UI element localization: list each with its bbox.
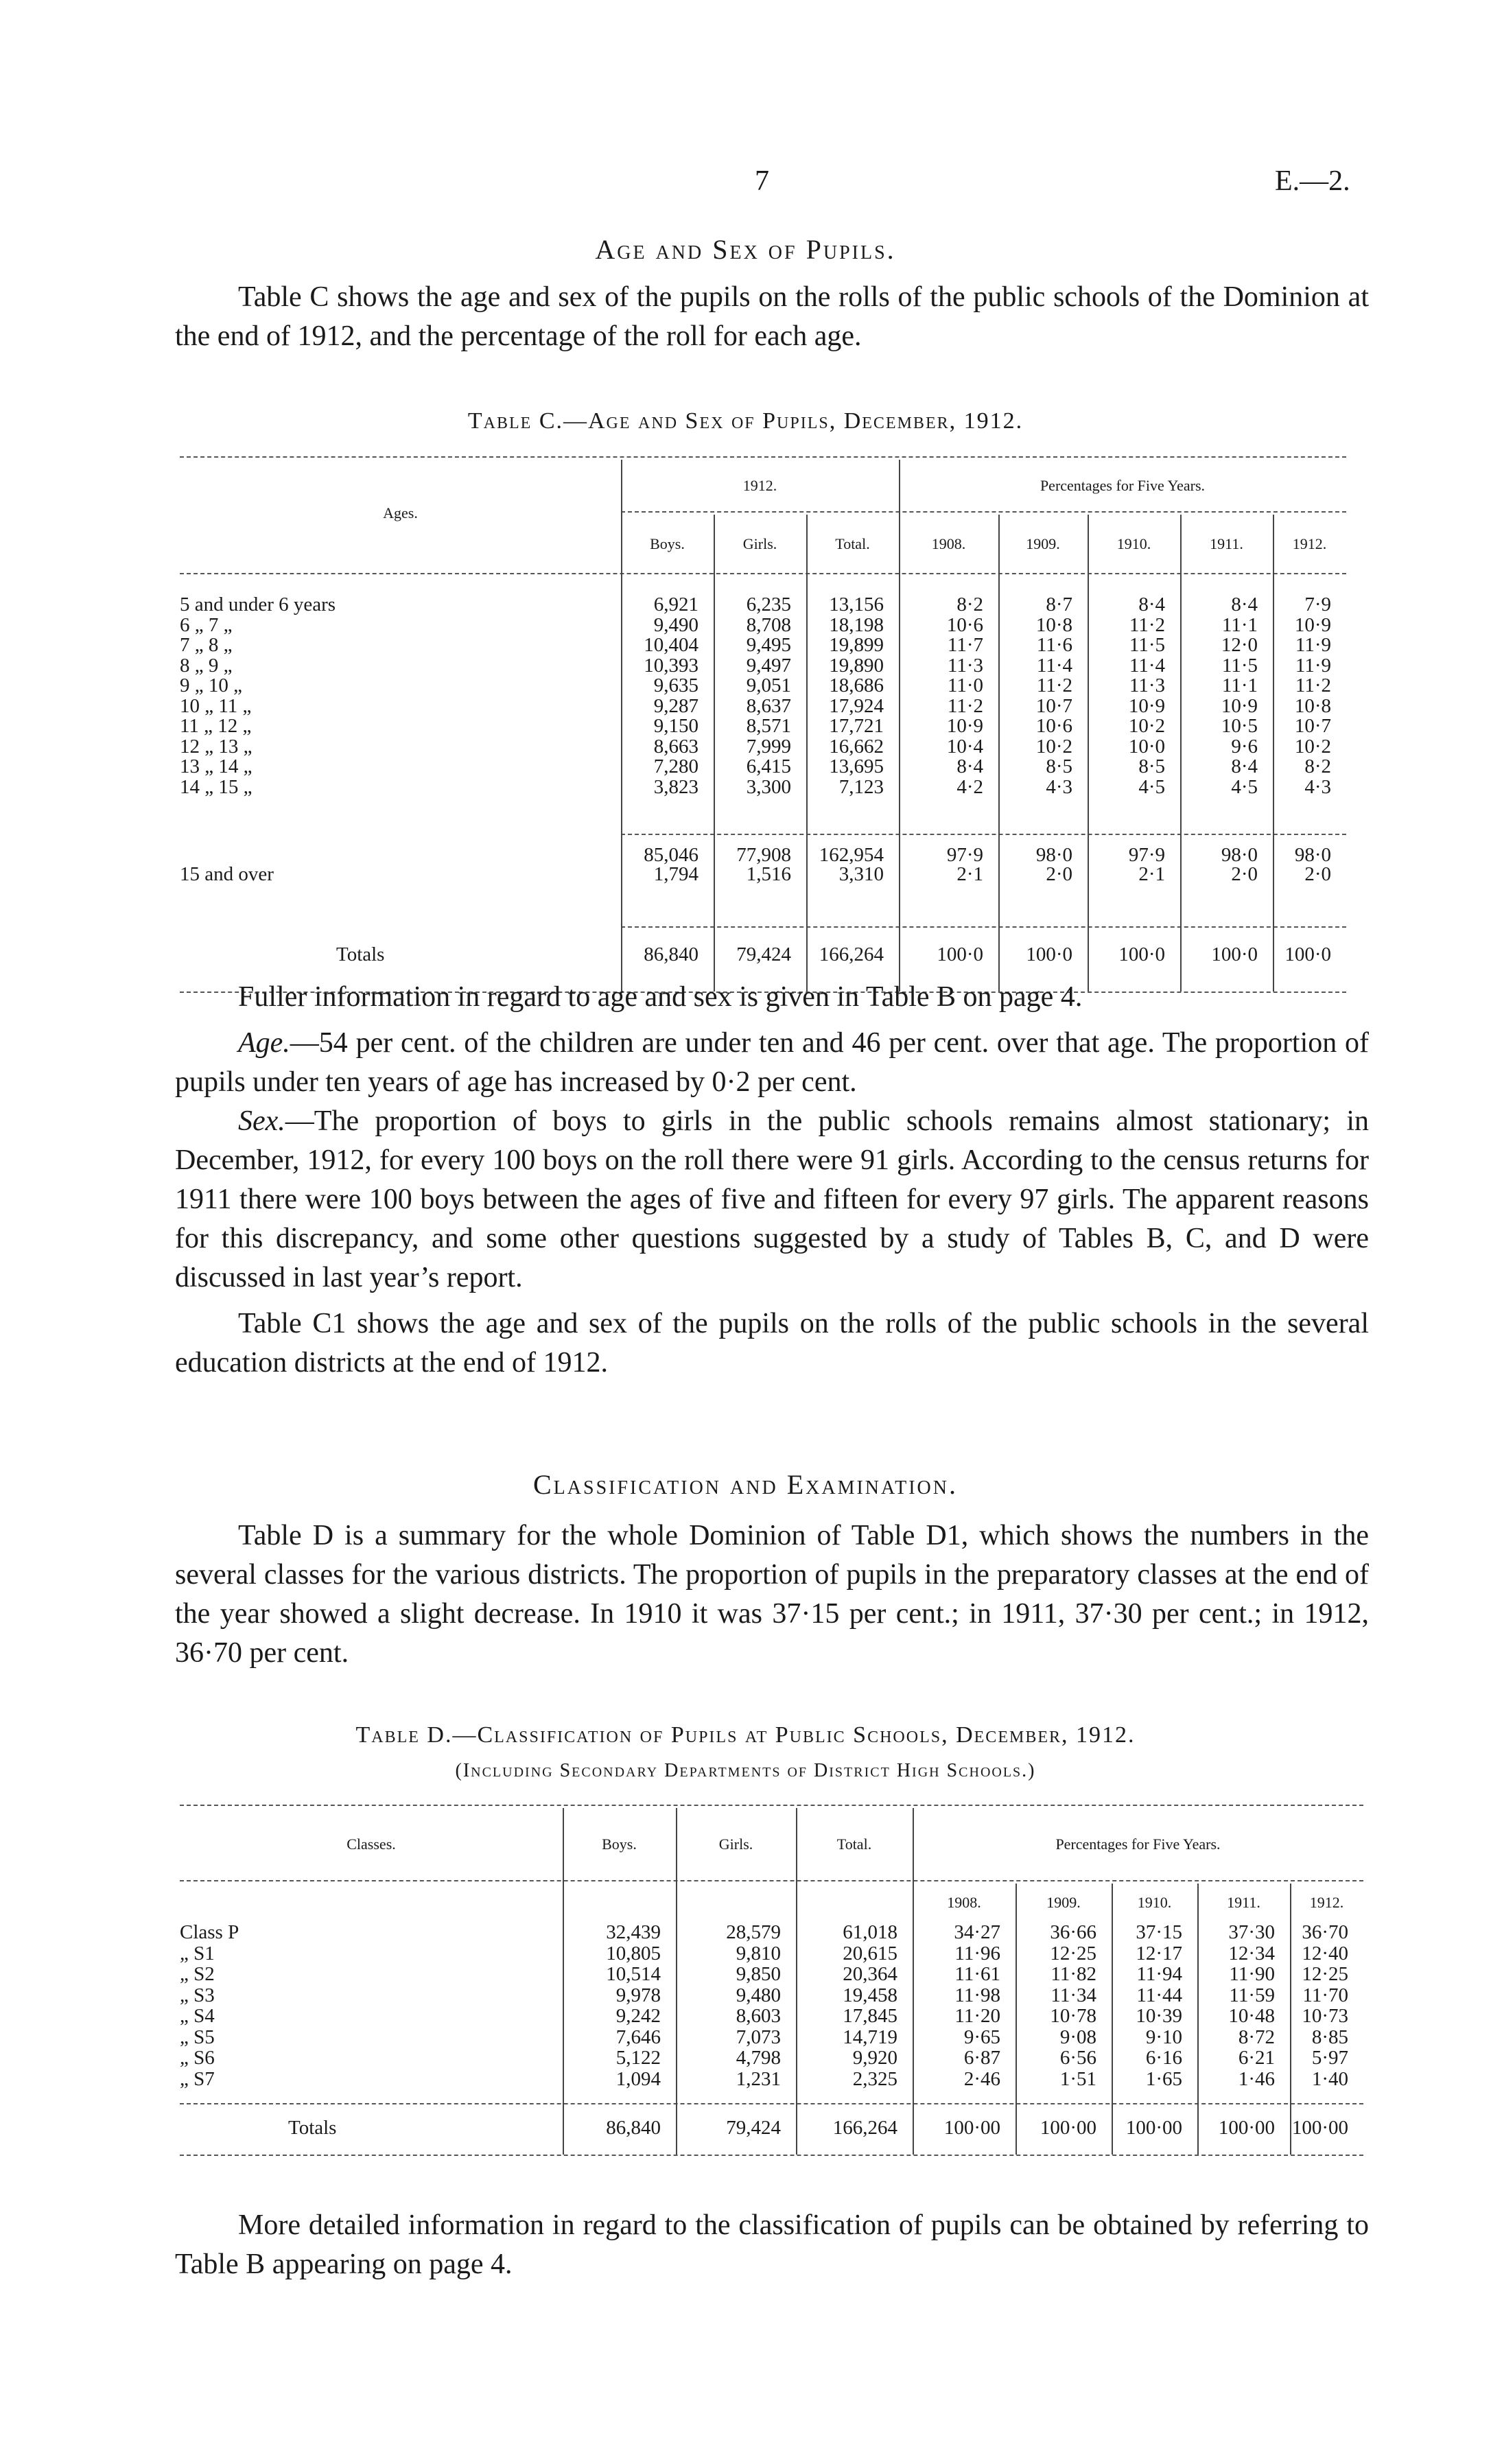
table-cell: 19,458 xyxy=(843,1984,897,2006)
table-cell: 8,708 xyxy=(746,613,791,636)
table-cell: 10·5 xyxy=(1221,715,1258,737)
document-reference: E.—2. xyxy=(1275,165,1350,197)
table-cell: 9,287 xyxy=(653,694,698,717)
table-cell: 8·5 xyxy=(1046,755,1072,777)
row-label: Class P xyxy=(180,1921,239,1943)
table-cell: 4·3 xyxy=(1046,775,1072,798)
table-cell: 11·44 xyxy=(1136,1984,1182,2006)
table-cell: 2·46 xyxy=(963,2067,1000,2090)
table-cell: 10·2 xyxy=(1294,735,1331,758)
age-text: —54 per cent. of the children are under ten and 46 per cent. over that age. The proportion of pupils under ten years of age has increased by 0·2 per cent. xyxy=(175,1027,1369,1098)
table-cell: 3,300 xyxy=(746,775,791,798)
table-cell: 11·2 xyxy=(1129,613,1165,636)
table-cell: 7,646 xyxy=(615,2026,661,2048)
table-cell: 77,908 xyxy=(736,844,791,866)
table-cell: 2·0 xyxy=(1046,863,1072,885)
table-cell: 11·6 xyxy=(1036,634,1072,656)
table-cell: 37·30 xyxy=(1228,1921,1275,1943)
table-cell: 10·0 xyxy=(1128,735,1165,758)
table-cell: 11·3 xyxy=(947,654,983,677)
table-cell: 79,424 xyxy=(736,943,791,965)
sex-text: —The proportion of boys to girls in the public schools remains almost stationary; in December, 1912, for every 100 boys on the roll there were 91 girls. According to the census returns for 1911 there were 100 boys between the ages of five and fifteen for every 97 girls. The apparent reasons for this discrepancy, and some other questions suggested by a study of Tables B, C, and D were discussed in last year’s report. xyxy=(175,1105,1369,1293)
table-cell: 11·34 xyxy=(1050,1984,1096,2006)
row-label: „ S1 xyxy=(180,1942,215,1964)
table-cell: 1·51 xyxy=(1059,2067,1096,2090)
table-cell: 10·78 xyxy=(1050,2005,1096,2027)
table-cell: 10,514 xyxy=(606,1963,661,1985)
table-cell: 8·4 xyxy=(956,755,983,777)
closing-paragraph: More detailed information in regard to the classification of pupils can be obtained by referring to Table B appearing on page 4. xyxy=(175,2209,1369,2280)
table-cell: 37·15 xyxy=(1136,1921,1182,1943)
table-cell: 86,840 xyxy=(606,2117,661,2139)
table-cell: 2·0 xyxy=(1231,863,1258,885)
section-heading-classification: Classification and Examination. xyxy=(533,1469,958,1500)
table-cell: 9,850 xyxy=(736,1963,781,1985)
table-cell: 1·40 xyxy=(1311,2067,1348,2090)
table-cell: 8,663 xyxy=(653,735,698,758)
sex-label: Sex. xyxy=(238,1105,285,1137)
table-cell: 9,978 xyxy=(615,1984,661,2006)
table-cell: 18,198 xyxy=(829,613,884,636)
table-cell: 10·9 xyxy=(1128,694,1165,717)
table-cell: 1,516 xyxy=(746,863,791,885)
table-cell: 1,231 xyxy=(736,2067,781,2090)
table-c-1912-group-header: 1912. xyxy=(742,477,777,494)
table-cell: 100·0 xyxy=(937,943,983,965)
table-cell: 11·0 xyxy=(947,674,983,696)
table-cell: 14,719 xyxy=(843,2026,897,2048)
table-cell: 10·48 xyxy=(1228,2005,1275,2027)
table-cell: 3,310 xyxy=(838,863,884,885)
table-cell: 6·56 xyxy=(1059,2047,1096,2069)
closing-section xyxy=(175,2206,1369,2284)
row-label: 6 „ 7 „ xyxy=(180,613,233,636)
table-d-subcaption: (Including Secondary Departments of District High Schools.) xyxy=(455,1760,1036,1781)
table-cell: 10·8 xyxy=(1294,694,1331,717)
table-cell: 6,415 xyxy=(746,755,791,777)
table-cell: 4·5 xyxy=(1231,775,1258,798)
table-cell: 100·00 xyxy=(1291,2117,1348,2139)
table-d-col-header: 1910. xyxy=(1137,1894,1172,1911)
table-d-col-header: 1909. xyxy=(1046,1894,1081,1911)
table-cell: 9,497 xyxy=(746,654,791,677)
table-cell: 11·4 xyxy=(1036,654,1072,677)
table-cell: 10·9 xyxy=(946,715,983,737)
intro-paragraph: Table C shows the age and sex of the pupils on the rolls of the public schools of the Dominion at the end of 1912, and the percentage of the roll for each age. xyxy=(175,281,1369,352)
table-cell: 11·96 xyxy=(954,1942,1000,1964)
row-label: 13 „ 14 „ xyxy=(180,755,253,777)
table-cell: 6,235 xyxy=(746,594,791,615)
table-cell: 11·20 xyxy=(954,2005,1000,2027)
table-cell: 2·1 xyxy=(956,863,983,885)
table-c-col-header: 1909. xyxy=(1026,535,1060,552)
table-cell: 12·25 xyxy=(1302,1963,1348,1985)
table-cell: 11·5 xyxy=(1221,654,1258,677)
table-cell: 4,798 xyxy=(736,2047,781,2069)
classification-paragraph: Table D is a summary for the whole Dominion of Table D1, which shows the numbers in the several classes for the various districts. The proportion of pupils in the preparatory classes at the end of the year showed a slight decrease. In 1910 it was 37·15 per cent.; in 1911, 37·30 per cent.; in 1912, 36·70 per cent. xyxy=(175,1520,1369,1669)
table-cell: 11·98 xyxy=(954,1984,1000,2006)
table-cell: 8,571 xyxy=(746,715,791,737)
table-cell: 1·46 xyxy=(1238,2067,1275,2090)
row-label: „ S5 xyxy=(180,2026,215,2048)
table-d-col-header: Girls. xyxy=(718,1835,753,1853)
table-cell: 8·4 xyxy=(1231,755,1258,777)
table-cell: 9,490 xyxy=(653,613,698,636)
row-label: „ S6 xyxy=(180,2047,215,2069)
section-heading-age-sex: Age and Sex of Pupils. xyxy=(595,234,896,265)
table-cell: 10·2 xyxy=(1128,715,1165,737)
table-cell: 162,954 xyxy=(819,844,884,866)
table-cell: 12·40 xyxy=(1302,1942,1348,1964)
table-cell: 17,721 xyxy=(829,715,884,737)
table-cell: 10·73 xyxy=(1302,2005,1348,2027)
row-label: 12 „ 13 „ xyxy=(180,735,253,758)
table-cell: 8·4 xyxy=(1231,594,1258,615)
row-label: 7 „ 8 „ xyxy=(180,634,233,656)
table-cell: 9,051 xyxy=(746,674,791,696)
table-cell: 9,810 xyxy=(736,1942,781,1964)
table-cell: 13,695 xyxy=(829,755,884,777)
table-cell: 9,480 xyxy=(736,1984,781,2006)
table-cell: 8·7 xyxy=(1046,594,1072,615)
table-cell: 7,123 xyxy=(838,775,884,798)
row-label: 14 „ 15 „ xyxy=(180,775,253,798)
table-cell: 100·00 xyxy=(943,2117,1000,2139)
table-cell: 11·82 xyxy=(1050,1963,1096,1985)
table-d-col-header: Boys. xyxy=(602,1835,637,1853)
table-cell: 166,264 xyxy=(819,943,884,965)
table-cell: 10·7 xyxy=(1294,715,1331,737)
row-label: „ S3 xyxy=(180,1984,215,2006)
table-d-percent-group-header: Percentages for Five Years. xyxy=(1055,1835,1221,1853)
table-cell: 6,921 xyxy=(653,594,698,615)
table-cell: 10·8 xyxy=(1035,613,1072,636)
table-cell: 4·5 xyxy=(1138,775,1165,798)
table-cell: 8·2 xyxy=(956,594,983,615)
table-cell: 36·70 xyxy=(1302,1921,1348,1943)
table-c-col-header: 1910. xyxy=(1116,535,1151,552)
table-cell: 9·6 xyxy=(1231,735,1258,758)
table-cell: 9,920 xyxy=(852,2047,897,2069)
row-label: „ S2 xyxy=(180,1963,215,1985)
table-cell: 8·72 xyxy=(1238,2026,1275,2048)
table-cell: 11·2 xyxy=(947,694,983,717)
table-cell: 20,364 xyxy=(843,1963,897,1985)
table-cell: 19,890 xyxy=(829,654,884,677)
table-cell: 11·3 xyxy=(1129,674,1165,696)
table-cell: 8·2 xyxy=(1304,755,1331,777)
row-label: 8 „ 9 „ xyxy=(180,654,233,677)
table-cell: 79,424 xyxy=(726,2117,781,2139)
page-number: 7 xyxy=(755,165,769,197)
table-cell: 100·00 xyxy=(1040,2117,1096,2139)
table-cell: 9,242 xyxy=(615,2005,661,2027)
table-cell: 10·39 xyxy=(1136,2005,1182,2027)
table-cell: 36·66 xyxy=(1050,1921,1096,1943)
table-cell: 86,840 xyxy=(644,943,698,965)
table-cell: 10·4 xyxy=(946,735,983,758)
table-cell: 11·2 xyxy=(1295,674,1331,696)
table-cell: 1,794 xyxy=(653,863,698,885)
table-cell: 11·9 xyxy=(1295,654,1331,677)
row-label: Totals xyxy=(288,2117,337,2139)
table-cell: 9,150 xyxy=(653,715,698,737)
table-c-col-header: Girls. xyxy=(742,535,777,552)
table-cell: 17,924 xyxy=(829,694,884,717)
table-cell: 10·9 xyxy=(1294,613,1331,636)
table-cell: 28,579 xyxy=(726,1921,781,1943)
table-cell: 2,325 xyxy=(852,2067,897,2090)
table-cell: 8·4 xyxy=(1138,594,1165,615)
table-cell: 12·0 xyxy=(1221,634,1258,656)
table-cell: 12·25 xyxy=(1050,1942,1096,1964)
table-cell: 11·7 xyxy=(947,634,983,656)
row-label: 11 „ 12 „ xyxy=(180,715,252,737)
table-cell: 19,899 xyxy=(829,634,884,656)
table-cell: 166,264 xyxy=(832,2117,897,2139)
row-label: 9 „ 10 „ xyxy=(180,674,242,696)
table-cell: 2·1 xyxy=(1138,863,1165,885)
table-cell: 9,495 xyxy=(746,634,791,656)
table-cell: 11·2 xyxy=(1036,674,1072,696)
table-c-ages-header: Ages. xyxy=(383,504,418,521)
table-cell: 100·0 xyxy=(1118,943,1165,965)
table-cell: 10·2 xyxy=(1035,735,1072,758)
table-cell: 7·9 xyxy=(1304,594,1331,615)
table-cell: 17,845 xyxy=(843,2005,897,2027)
table-cell: 6·16 xyxy=(1145,2047,1182,2069)
table-cell: 11·94 xyxy=(1136,1963,1182,1985)
age-label: Age. xyxy=(238,1027,290,1059)
table-cell: 11·9 xyxy=(1295,634,1331,656)
table-cell: 10,404 xyxy=(644,634,698,656)
table-cell: 10,805 xyxy=(606,1942,661,1964)
table-cell: 1·65 xyxy=(1145,2067,1182,2090)
table-cell: 10·7 xyxy=(1035,694,1072,717)
table-c-col-header: 1911. xyxy=(1210,535,1243,552)
table-cell: 6·21 xyxy=(1238,2047,1275,2069)
table-cell: 8,603 xyxy=(736,2005,781,2027)
table-cell: 11·90 xyxy=(1229,1963,1275,1985)
table-cell: 97·9 xyxy=(946,844,983,866)
table-cell: 85,046 xyxy=(644,844,698,866)
table-cell: 1,094 xyxy=(615,2067,661,2090)
table-cell: 11·70 xyxy=(1302,1984,1348,2006)
table-c-col-header: Boys. xyxy=(650,535,685,552)
table-cell: 9·65 xyxy=(963,2026,1000,2048)
table-cell: 11·61 xyxy=(954,1963,1000,1985)
table-cell: 34·27 xyxy=(954,1921,1000,1943)
table-cell: 12·17 xyxy=(1136,1942,1182,1964)
table-cell: 4·2 xyxy=(956,775,983,798)
table-cell: 10·9 xyxy=(1221,694,1258,717)
table-d-col-header: 1912. xyxy=(1309,1894,1344,1911)
table-cell: 11·59 xyxy=(1229,1984,1275,2006)
table-cell: 100·00 xyxy=(1125,2117,1182,2139)
table-cell: 7,073 xyxy=(736,2026,781,2048)
table-cell: 98·0 xyxy=(1294,844,1331,866)
table-cell: 100·0 xyxy=(1284,943,1331,965)
table-cell: 10·6 xyxy=(1035,715,1072,737)
table-cell: 11·5 xyxy=(1129,634,1165,656)
table-d-col-header: 1908. xyxy=(947,1894,981,1911)
table-cell: 18,686 xyxy=(829,674,884,696)
table-cell: 13,156 xyxy=(829,594,884,615)
table-c-col-header: 1912. xyxy=(1292,535,1327,552)
table-cell: 11·4 xyxy=(1129,654,1165,677)
table-cell: 98·0 xyxy=(1035,844,1072,866)
fuller-info-paragraph: Fuller information in regard to age and sex is given in Table B on page 4. xyxy=(238,981,1083,1013)
table-cell: 6·87 xyxy=(963,2047,1000,2069)
table-cell: 2·0 xyxy=(1304,863,1331,885)
row-label: 10 „ 11 „ xyxy=(180,694,252,717)
table-cell: 8·85 xyxy=(1311,2026,1348,2048)
table-cell: 97·9 xyxy=(1128,844,1165,866)
table-cell: 12·34 xyxy=(1228,1942,1275,1964)
table-cell: 32,439 xyxy=(606,1921,661,1943)
table-cell: 7,999 xyxy=(746,735,791,758)
table-cell: 5·97 xyxy=(1311,2047,1348,2069)
table-cell: 61,018 xyxy=(843,1921,897,1943)
table-cell: 5,122 xyxy=(615,2047,661,2069)
row-label: „ S4 xyxy=(180,2005,215,2027)
table-cell: 11·1 xyxy=(1221,674,1258,696)
table-c-col-header: 1908. xyxy=(931,535,966,552)
table-d-caption-text: Table D.—Classification of Pupils at Public Schools, December, 1912. xyxy=(355,1722,1136,1748)
table-cell: 8,637 xyxy=(746,694,791,717)
table-cell: 98·0 xyxy=(1221,844,1258,866)
table-cell: 4·3 xyxy=(1304,775,1331,798)
row-label: 15 and over xyxy=(180,863,274,885)
row-label: „ S7 xyxy=(180,2067,215,2090)
table-cell: 100·0 xyxy=(1026,943,1072,965)
table-cell: 8·5 xyxy=(1138,755,1165,777)
table-c-percent-group-header: Percentages for Five Years. xyxy=(1040,477,1206,494)
table-c1-paragraph: Table C1 shows the age and sex of the pupils on the rolls of the public schools in the several education districts at the end of 1912. xyxy=(175,1308,1369,1378)
table-cell: 10,393 xyxy=(644,654,698,677)
table-cell: 16,662 xyxy=(829,735,884,758)
table-cell: 100·0 xyxy=(1211,943,1258,965)
table-cell: 11·1 xyxy=(1221,613,1258,636)
table-cell: 100·00 xyxy=(1218,2117,1275,2139)
table-c-col-header: Total. xyxy=(835,535,870,552)
table-d-classes-header: Classes. xyxy=(347,1835,396,1853)
table-c-caption-text: Table C.—Age and Sex of Pupils, December, 1912. xyxy=(467,408,1024,434)
row-label: Totals xyxy=(336,943,385,965)
table-cell: 20,615 xyxy=(843,1942,897,1964)
table-cell: 10·6 xyxy=(946,613,983,636)
table-cell: 7,280 xyxy=(653,755,698,777)
table-d-col-header: 1911. xyxy=(1227,1894,1260,1911)
table-cell: 9,635 xyxy=(653,674,698,696)
table-cell: 9·08 xyxy=(1059,2026,1096,2048)
row-label: 5 and under 6 years xyxy=(180,594,336,615)
table-cell: 3,823 xyxy=(653,775,698,798)
table-cell: 9·10 xyxy=(1145,2026,1182,2048)
table-d-col-header: Total. xyxy=(836,1835,872,1853)
